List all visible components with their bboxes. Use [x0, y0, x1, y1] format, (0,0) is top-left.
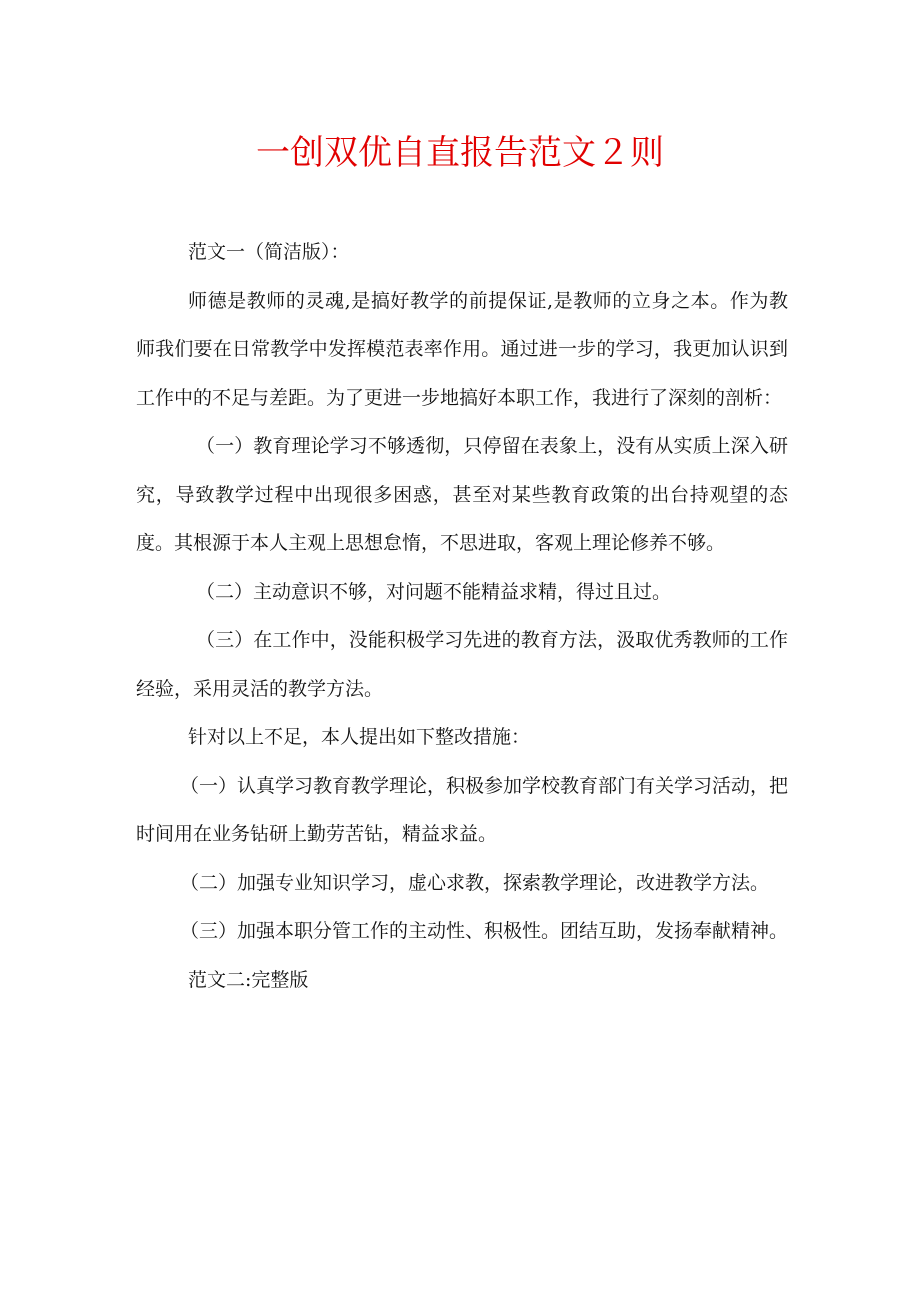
- paragraph-issue-two: （二）主动意识不够，对问题不能精益求精，得过且过。: [196, 580, 672, 603]
- paragraph-issue-one: （一）教育理论学习不够透彻，只停留在表象上，没有从实质上深入研究，导致教学过程中出现很多困惑，甚至对某些教育政策的出台持观望的态度。其根源于本人主观上思想怠惰，不思进取，客观上理论修养不够。: [136, 435, 788, 554]
- paragraph-issue-three: （三）在工作中，没能积极学习先进的教育方法，汲取优秀教师的工作经验，采用灵活的教学方法。: [136, 629, 788, 700]
- paragraph-measure-one: （一）认真学习教育教学理论，积极参加学校教育部门有关学习活动，把时间用在业务钻研上勤劳苦钻，精益求益。: [136, 774, 789, 845]
- paragraph-sample-one-heading: 范文一（简洁版）：: [188, 241, 350, 263]
- paragraph-measures-intro: 针对以上不足，本人提出如下整改措施：: [188, 726, 531, 748]
- paragraph-sample-two-heading: 范文二:完整版: [188, 968, 309, 991]
- document-body: [136, 228, 788, 1004]
- paragraph-intro: 师德是教师的灵魂,是搞好教学的前提保证,是教师的立身之本。作为教师我们要在日常教学中发挥模范表率作用。通过进一步的学习，我更加认识到工作中的不足与差距。为了更进一步地搞好本职工作，我进行了深刻的剖析：: [136, 289, 788, 409]
- document-title: 一创双优自直报告范文２则: [256, 133, 664, 173]
- paragraph-measure-two: （二）加强专业知识学习，虚心求教，探索教学理论，改进教学方法。: [180, 871, 770, 894]
- paragraph-measure-three: （三）加强本职分管工作的主动性、积极性。团结互助，发扬奉献精神。: [180, 920, 789, 942]
